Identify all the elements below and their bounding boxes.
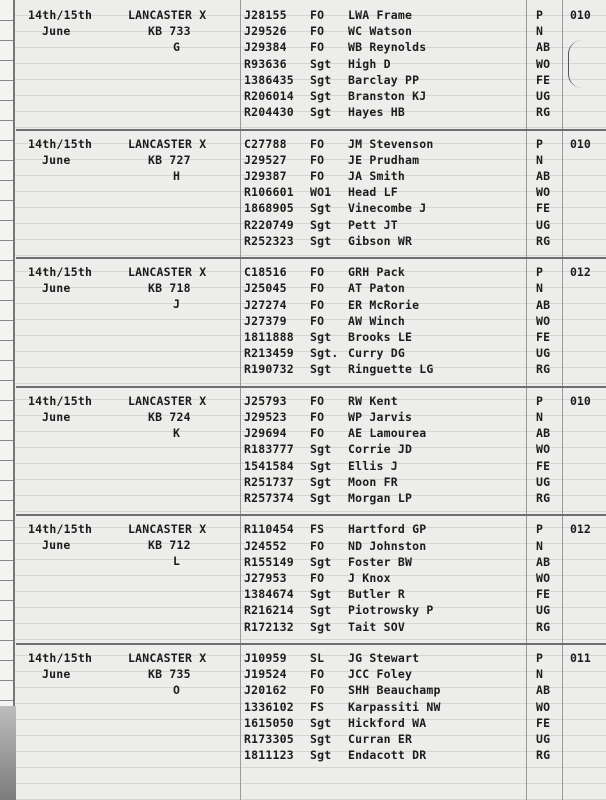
crew-name: Curry DG	[348, 346, 405, 361]
crew-rank: Sgt	[310, 329, 332, 344]
crew-name: Hartford GP	[348, 522, 427, 537]
crew-row	[244, 40, 590, 54]
crew-rank: Sgt	[310, 233, 332, 248]
service-number: C18516	[244, 265, 287, 280]
crew-row	[244, 185, 590, 199]
service-number: R220749	[244, 217, 294, 232]
aircraft-type: LANCASTER X	[128, 265, 207, 280]
crew-role: AB	[536, 426, 551, 441]
crew-rank: FO	[310, 40, 325, 55]
crew-name: Karpassiti NW	[348, 699, 441, 714]
crew-rank: Sgt	[310, 458, 332, 473]
crew-role: WO	[536, 570, 551, 585]
binding-tick	[0, 580, 13, 581]
page-corner-shadow	[0, 706, 16, 800]
service-number: J20162	[244, 683, 287, 698]
aircraft-type: LANCASTER X	[128, 651, 207, 665]
continuation-number: 010	[570, 393, 591, 408]
crew-row	[244, 410, 590, 424]
crew-name: Vinecombe J	[348, 201, 427, 216]
service-number: R216214	[244, 603, 294, 618]
sortie-date-line2: June	[42, 667, 71, 681]
sortie-date-line2: June	[42, 24, 71, 38]
binding-tick	[0, 140, 13, 141]
crew-rank: FO	[310, 409, 325, 424]
crew-row	[244, 330, 590, 344]
binding-tick	[0, 440, 13, 441]
crew-role: RG	[536, 362, 551, 377]
aircraft-type: LANCASTER X	[128, 393, 207, 408]
crew-name: J Knox	[348, 570, 391, 585]
crew-row	[244, 394, 590, 408]
service-number: R213459	[244, 346, 294, 361]
binding-margin	[0, 0, 15, 800]
crew-row	[244, 57, 590, 71]
crew-row	[244, 587, 590, 601]
binding-tick	[0, 640, 13, 641]
crew-row	[244, 73, 590, 87]
binding-tick	[0, 280, 13, 281]
crew-role: N	[536, 24, 544, 39]
crew-role: P	[536, 8, 544, 22]
crew-rank: FO	[310, 281, 325, 296]
crew-row	[244, 281, 590, 295]
crew-role: FE	[536, 329, 551, 344]
crew-role: FE	[536, 458, 551, 473]
crew-name: Curran ER	[348, 732, 413, 746]
sortie-record	[16, 649, 606, 778]
crew-role: RG	[536, 619, 551, 634]
binding-tick	[0, 80, 13, 81]
crew-name: Tait SOV	[348, 619, 405, 634]
service-number: 1386435	[244, 72, 294, 87]
service-number: J19524	[244, 667, 287, 682]
crew-row	[244, 362, 590, 376]
crew-row	[244, 298, 590, 312]
crew-name: WP Jarvis	[348, 409, 413, 424]
service-number: J29526	[244, 24, 287, 39]
crew-role: UG	[536, 474, 551, 489]
crew-row	[244, 442, 590, 456]
crew-row	[244, 89, 590, 103]
binding-tick	[0, 100, 13, 101]
binding-tick	[0, 520, 13, 521]
crew-rank: Sgt	[310, 105, 332, 120]
crew-role: RG	[536, 233, 551, 248]
crew-rank: Sgt	[310, 201, 332, 216]
crew-rank: FS	[310, 522, 325, 537]
binding-tick	[0, 380, 13, 381]
crew-rank: FO	[310, 426, 325, 441]
sortie-record	[16, 263, 606, 392]
crew-role: WO	[536, 185, 551, 200]
crew-row	[244, 8, 590, 22]
binding-tick	[0, 40, 13, 41]
service-number: R110454	[244, 522, 294, 537]
record-separator	[16, 386, 606, 388]
crew-role: FE	[536, 201, 551, 216]
record-separator	[16, 643, 606, 645]
service-number: J29384	[244, 40, 287, 55]
crew-rank: WO1	[310, 185, 332, 200]
crew-row	[244, 459, 590, 473]
crew-rank: Sgt	[310, 217, 332, 232]
crew-rank: Sgt	[310, 715, 332, 730]
binding-tick	[0, 120, 13, 121]
service-number: C27788	[244, 136, 287, 151]
crew-name: Gibson WR	[348, 233, 413, 248]
record-separator	[16, 129, 606, 131]
crew-rank: FO	[310, 152, 325, 167]
crew-rank: Sgt	[310, 619, 332, 634]
aircraft-serial: KB 712	[148, 538, 191, 553]
crew-rank: FO	[310, 136, 325, 151]
crew-rank: Sgt	[310, 732, 332, 746]
crew-name: Head LF	[348, 185, 398, 200]
continuation-number: 010	[570, 136, 591, 151]
service-number: R106601	[244, 185, 294, 200]
service-number: 1384674	[244, 587, 294, 602]
aircraft-letter: H	[173, 168, 181, 183]
crew-rank: Sgt	[310, 89, 332, 103]
service-number: 1811888	[244, 329, 294, 344]
binding-tick	[0, 680, 13, 681]
crew-row	[244, 603, 590, 617]
crew-row	[244, 555, 590, 569]
crew-rank: Sgt	[310, 554, 332, 569]
binding-tick	[0, 160, 13, 161]
crew-role: N	[536, 409, 544, 424]
sortie-date-line1: 14th/15th	[28, 8, 93, 22]
crew-row	[244, 234, 590, 248]
crew-role: N	[536, 281, 544, 296]
crew-rank: Sgt	[310, 603, 332, 618]
crew-rank: Sgt	[310, 587, 332, 602]
crew-role: FE	[536, 587, 551, 602]
record-separator	[16, 257, 606, 259]
crew-row	[244, 218, 590, 232]
crew-row	[244, 24, 590, 38]
crew-name: LWA Frame	[348, 8, 413, 22]
crew-row	[244, 346, 590, 360]
crew-role: UG	[536, 603, 551, 618]
crew-rank: FS	[310, 699, 325, 714]
crew-role: N	[536, 152, 544, 167]
crew-name: Branston KJ	[348, 89, 427, 103]
crew-row	[244, 105, 590, 119]
aircraft-serial: KB 733	[148, 24, 191, 38]
crew-role: AB	[536, 683, 551, 698]
crew-name: Endacott DR	[348, 748, 427, 763]
crew-name: WB Reynolds	[348, 40, 427, 55]
service-number: J25045	[244, 281, 287, 296]
sortie-record	[16, 135, 606, 264]
service-number: 1868905	[244, 201, 294, 216]
binding-tick	[0, 700, 13, 701]
crew-rank: FO	[310, 538, 325, 553]
crew-rank: FO	[310, 265, 325, 280]
binding-tick	[0, 20, 13, 21]
crew-name: RW Kent	[348, 393, 398, 408]
crew-rank: FO	[310, 667, 325, 682]
binding-tick	[0, 300, 13, 301]
crew-name: Corrie JD	[348, 442, 413, 457]
binding-tick	[0, 360, 13, 361]
crew-name: AW Winch	[348, 313, 405, 328]
binding-tick	[0, 560, 13, 561]
crew-row	[244, 265, 590, 279]
crew-rank: Sgt	[310, 490, 332, 505]
binding-tick	[0, 420, 13, 421]
aircraft-serial: KB 735	[148, 667, 191, 681]
service-number: R206014	[244, 89, 294, 103]
aircraft-letter: O	[173, 683, 181, 697]
crew-role: UG	[536, 346, 551, 361]
sortie-record	[16, 6, 606, 135]
crew-name: JCC Foley	[348, 667, 413, 682]
crew-row	[244, 683, 590, 697]
crew-row	[244, 539, 590, 553]
binding-tick	[0, 540, 13, 541]
crew-role: RG	[536, 105, 551, 120]
binding-tick	[0, 240, 13, 241]
continuation-number: 012	[570, 265, 591, 280]
crew-row	[244, 522, 590, 536]
sortie-date-line1: 14th/15th	[28, 651, 93, 665]
binding-tick	[0, 500, 13, 501]
sortie-date-line1: 14th/15th	[28, 393, 93, 408]
aircraft-type: LANCASTER X	[128, 522, 207, 537]
crew-rank: Sgt	[310, 72, 332, 87]
crew-role: P	[536, 265, 544, 280]
service-number: J28155	[244, 8, 287, 22]
crew-name: GRH Pack	[348, 265, 405, 280]
sortie-date-line2: June	[42, 409, 71, 424]
binding-tick	[0, 320, 13, 321]
crew-row	[244, 314, 590, 328]
service-number: R93636	[244, 56, 287, 71]
crew-role: N	[536, 538, 544, 553]
crew-name: JG Stewart	[348, 651, 420, 665]
crew-name: JE Prudham	[348, 152, 420, 167]
crew-name: Barclay PP	[348, 72, 420, 87]
crew-row	[244, 700, 590, 714]
sortie-date-line2: June	[42, 152, 71, 167]
crew-name: Hayes HB	[348, 105, 405, 120]
crew-row	[244, 153, 590, 167]
crew-name: JM Stevenson	[348, 136, 434, 151]
binding-tick	[0, 460, 13, 461]
crew-role: WO	[536, 699, 551, 714]
service-number: 1336102	[244, 699, 294, 714]
continuation-number: 010	[570, 8, 591, 22]
crew-row	[244, 571, 590, 585]
aircraft-letter: G	[173, 40, 181, 54]
binding-tick	[0, 60, 13, 61]
sortie-date-line1: 14th/15th	[28, 522, 93, 537]
service-number: R252323	[244, 233, 294, 248]
service-number: R172132	[244, 619, 294, 634]
aircraft-type: LANCASTER X	[128, 8, 207, 22]
crew-role: AB	[536, 554, 551, 569]
service-number: J27379	[244, 313, 287, 328]
sortie-date-line1: 14th/15th	[28, 265, 93, 280]
crew-role: UG	[536, 217, 551, 232]
crew-rank: Sgt.	[310, 346, 339, 361]
crew-name: Moon FR	[348, 474, 398, 489]
crew-rank: FO	[310, 297, 325, 312]
aircraft-serial: KB 724	[148, 409, 191, 424]
crew-role: P	[536, 393, 544, 408]
continuation-number: 012	[570, 522, 591, 537]
service-number: R204430	[244, 105, 294, 120]
service-number: 1811123	[244, 748, 294, 763]
crew-row	[244, 716, 590, 730]
service-number: J27953	[244, 570, 287, 585]
aircraft-serial: KB 718	[148, 281, 191, 296]
crew-name: Piotrowsky P	[348, 603, 434, 618]
crew-row	[244, 748, 590, 762]
binding-tick	[0, 340, 13, 341]
crew-row	[244, 201, 590, 215]
service-number: 1541584	[244, 458, 294, 473]
crew-row	[244, 169, 590, 183]
service-number: R190732	[244, 362, 294, 377]
sortie-record	[16, 520, 606, 649]
crew-rank: FO	[310, 168, 325, 183]
crew-rank: SL	[310, 651, 325, 665]
crew-row	[244, 475, 590, 489]
crew-name: WC Watson	[348, 24, 413, 39]
crew-name: High D	[348, 56, 391, 71]
aircraft-letter: L	[173, 554, 181, 569]
crew-name: Pett JT	[348, 217, 398, 232]
crew-name: JA Smith	[348, 168, 405, 183]
crew-rank: Sgt	[310, 474, 332, 489]
crew-role: WO	[536, 442, 551, 457]
service-number: R183777	[244, 442, 294, 457]
crew-role: N	[536, 667, 544, 682]
aircraft-type: LANCASTER X	[128, 136, 207, 151]
crew-name: Brooks LE	[348, 329, 413, 344]
crew-role: RG	[536, 748, 551, 763]
service-number: J29523	[244, 409, 287, 424]
binding-tick	[0, 220, 13, 221]
crew-rank: Sgt	[310, 442, 332, 457]
crew-rank: Sgt	[310, 56, 332, 71]
aircraft-serial: KB 727	[148, 152, 191, 167]
crew-name: AE Lamourea	[348, 426, 427, 441]
crew-rank: FO	[310, 570, 325, 585]
aircraft-letter: J	[173, 297, 181, 312]
crew-rank: FO	[310, 393, 325, 408]
aircraft-letter: K	[173, 425, 181, 440]
crew-name: ND Johnston	[348, 538, 427, 553]
record-separator	[16, 514, 606, 516]
crew-role: WO	[536, 313, 551, 328]
binding-tick	[0, 260, 13, 261]
crew-row	[244, 491, 590, 505]
service-number: R251737	[244, 474, 294, 489]
crew-rank: Sgt	[310, 362, 332, 377]
crew-row	[244, 667, 590, 681]
service-number: J29387	[244, 168, 287, 183]
crew-role: WO	[536, 56, 551, 71]
crew-name: Ellis J	[348, 458, 398, 473]
crew-rank: FO	[310, 683, 325, 698]
crew-name: Ringuette LG	[348, 362, 434, 377]
service-number: J24552	[244, 538, 287, 553]
binding-tick	[0, 600, 13, 601]
crew-role: RG	[536, 490, 551, 505]
crew-role: AB	[536, 168, 551, 183]
crew-role: P	[536, 136, 544, 151]
crew-role: AB	[536, 297, 551, 312]
crew-name: Hickford WA	[348, 715, 427, 730]
crew-name: Morgan LP	[348, 490, 413, 505]
sortie-record	[16, 392, 606, 521]
crew-name: Butler R	[348, 587, 405, 602]
binding-tick	[0, 200, 13, 201]
service-number: J29694	[244, 426, 287, 441]
crew-row	[244, 732, 590, 746]
binding-tick	[0, 400, 13, 401]
crew-name: ER McRorie	[348, 297, 420, 312]
crew-rank: FO	[310, 24, 325, 39]
service-number: J29527	[244, 152, 287, 167]
binding-tick	[0, 480, 13, 481]
continuation-number: 011	[570, 651, 591, 665]
crew-role: UG	[536, 732, 551, 746]
sortie-date-line2: June	[42, 281, 71, 296]
crew-name: AT Paton	[348, 281, 405, 296]
crew-rank: FO	[310, 8, 325, 22]
sortie-date-line1: 14th/15th	[28, 136, 93, 151]
crew-role: P	[536, 522, 544, 537]
crew-row	[244, 651, 590, 665]
service-number: R257374	[244, 490, 294, 505]
crew-role: AB	[536, 40, 551, 55]
binding-tick	[0, 180, 13, 181]
sortie-date-line2: June	[42, 538, 71, 553]
service-number: J10959	[244, 651, 287, 665]
crew-role: FE	[536, 72, 551, 87]
binding-tick	[0, 620, 13, 621]
crew-role: FE	[536, 715, 551, 730]
service-number: J25793	[244, 393, 287, 408]
crew-name: Foster BW	[348, 554, 413, 569]
binding-tick	[0, 660, 13, 661]
service-number: R155149	[244, 554, 294, 569]
crew-role: UG	[536, 89, 551, 103]
crew-row	[244, 426, 590, 440]
crew-rank: FO	[310, 313, 325, 328]
crew-rank: Sgt	[310, 748, 332, 763]
crew-name: SHH Beauchamp	[348, 683, 441, 698]
crew-row	[244, 620, 590, 634]
crew-row	[244, 137, 590, 151]
service-number: J27274	[244, 297, 287, 312]
crew-role: P	[536, 651, 544, 665]
service-number: R173305	[244, 732, 294, 746]
service-number: 1615050	[244, 715, 294, 730]
